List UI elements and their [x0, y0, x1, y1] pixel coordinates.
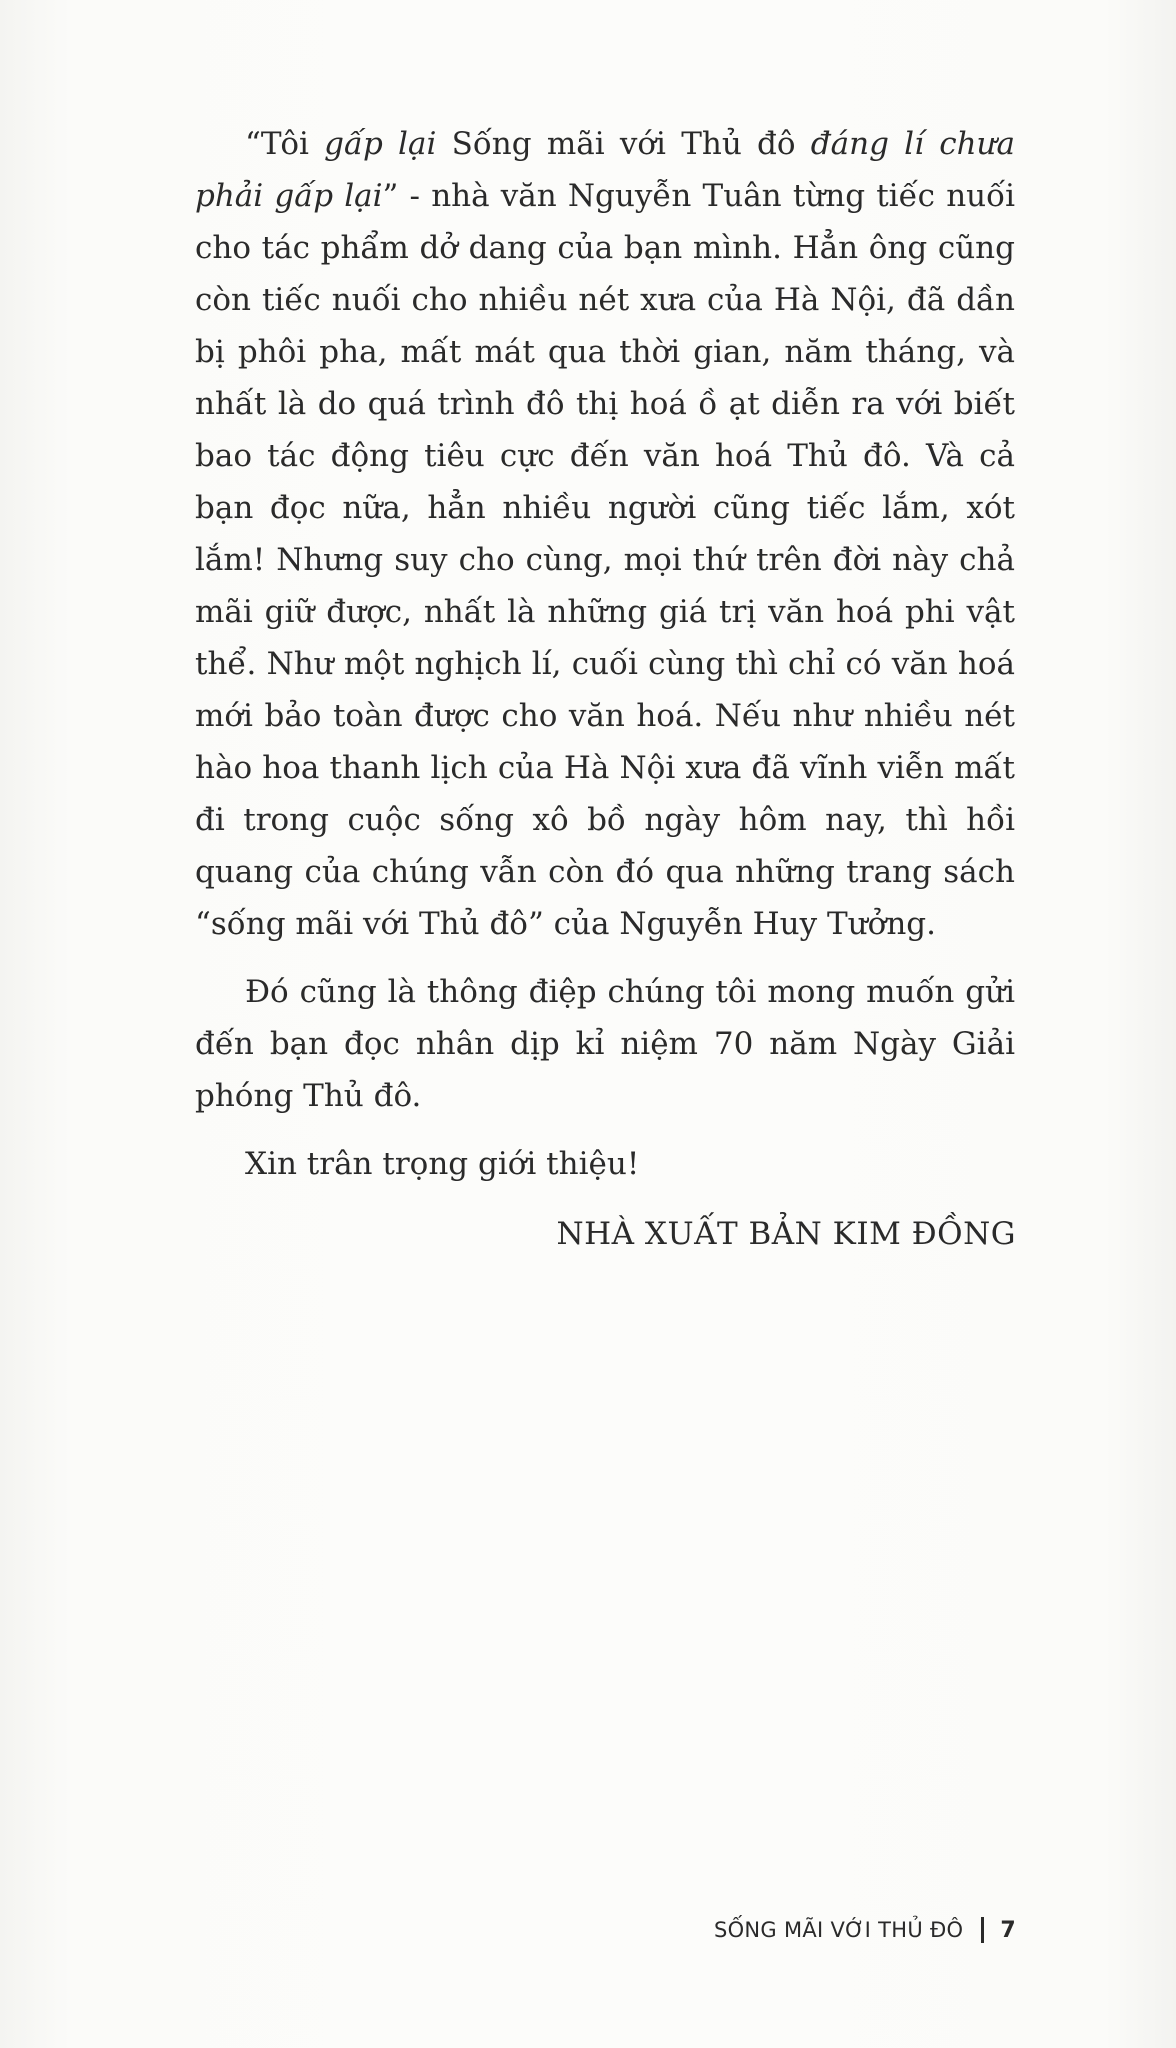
- italic-text-segment: gấp lại: [324, 126, 437, 162]
- body-text: [195, 118, 1015, 1190]
- text-segment: ” - nhà văn Nguyễn Tuân từng tiếc nuối cho tác phẩm dở dang của bạn mình. Hẳn ông cũng còn tiếc nuối cho nhiều nét xưa của Hà Nội, đã dần bị phôi pha, mất mát qua thời gian, năm tháng, và nhất là do quá trình đô thị hoá ồ ạt diễn ra với biết bao tác động tiêu cực đến văn hoá Thủ đô. Và cả bạn đọc nữa, hẳn nhiều người cũng tiếc lắm, xót lắm! Nhưng suy cho cùng, mọi thứ trên đời này chả mãi giữ được, nhất là những giá trị văn hoá phi vật thể. Như một nghịch lí, cuối cùng thì chỉ có văn hoá mới bảo toàn được cho văn hoá. Nếu như nhiều nét hào hoa thanh lịch của Hà Nội xưa đã vĩnh viễn mất đi trong cuộc sống xô bồ ngày hôm nay, thì hồi quang của chúng vẫn còn đó qua những trang sách “sống mãi với Thủ đô” của Nguyễn Huy Tưởng.: [195, 178, 1015, 942]
- paragraph: [195, 966, 1015, 1122]
- footer-book-title: SỐNG MÃI VỚI THỦ ĐÔ: [713, 1918, 964, 1942]
- footer-divider: [981, 1917, 984, 1943]
- text-segment: Đó cũng là thông điệp chúng tôi mong muốn gửi đến bạn đọc nhân dịp kỉ niệm 70 năm Ngày Giải phóng Thủ đô.: [195, 974, 1015, 1114]
- text-segment: Sống mãi với Thủ đô: [436, 126, 811, 162]
- paragraph: [195, 118, 1015, 950]
- running-footer: [714, 1910, 1016, 1950]
- paragraph: [195, 1138, 1015, 1190]
- publisher-signature: NHÀ XUẤT BẢN KIM ĐỒNG: [556, 1216, 1016, 1252]
- text-segment: Xin trân trọng giới thiệu!: [245, 1146, 640, 1182]
- italic-text-segment: đáng lí chưa phải gấp lại: [195, 126, 1015, 214]
- page-number: 7: [1000, 1917, 1016, 1943]
- text-segment: “Tôi: [245, 126, 325, 162]
